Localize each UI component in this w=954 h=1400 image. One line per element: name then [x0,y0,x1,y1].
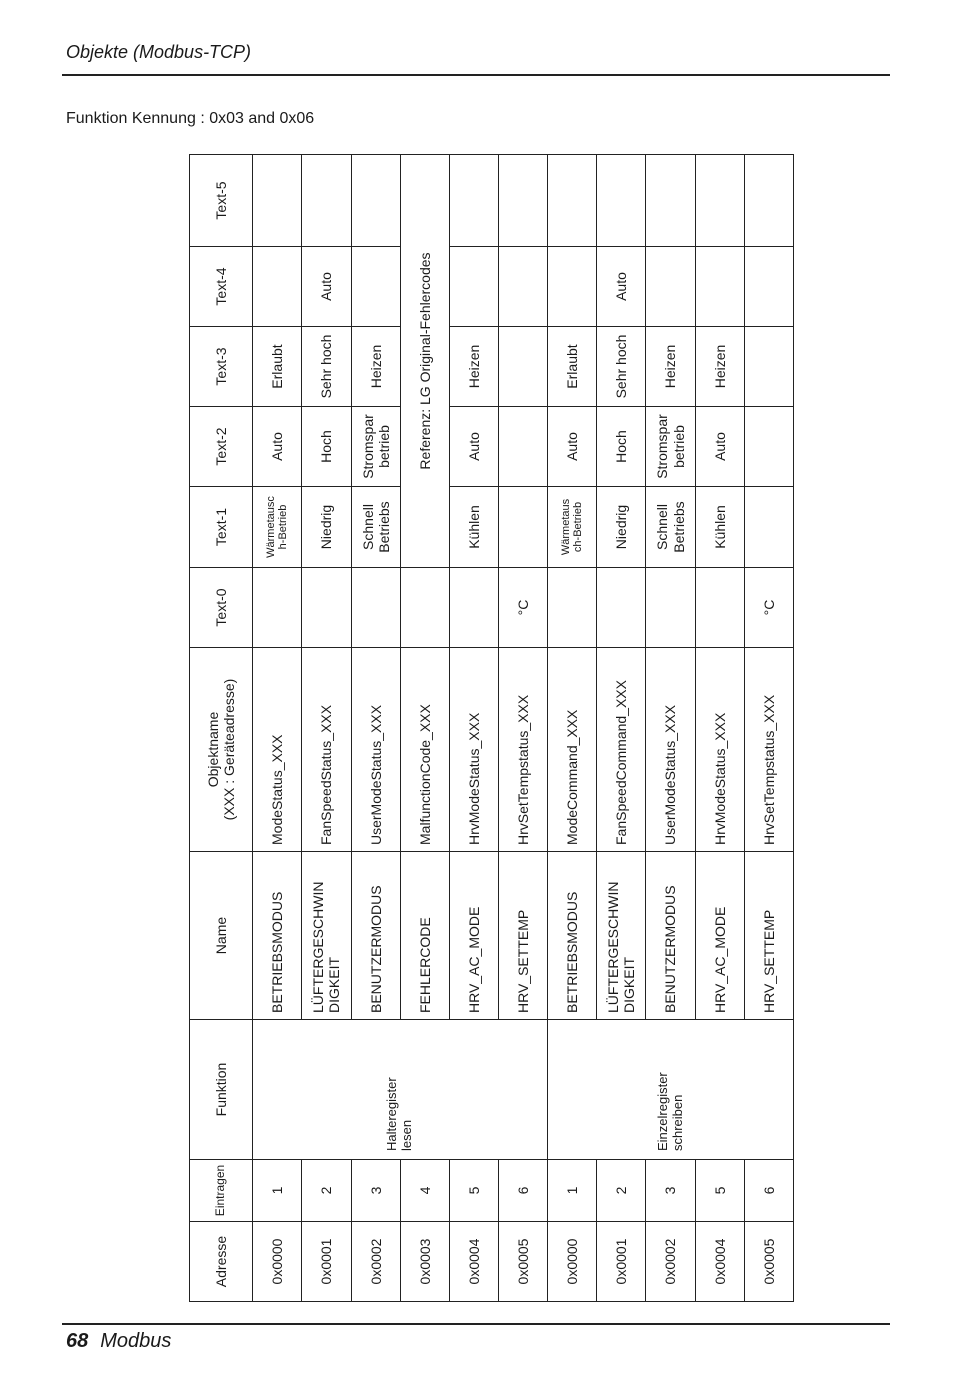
entry-cell: 5 [449,1160,498,1222]
text-5-cell [548,155,597,247]
text-4-cell [498,247,547,327]
column-header: Text-2 [190,407,253,487]
name-cell: BETRIEBSMODUS [548,852,597,1020]
text-3-cell: Heizen [646,327,695,407]
object-name-cell: HrvModeStatus_XXX [449,648,498,852]
object-name-cell: FanSpeedCommand_XXX [597,648,646,852]
address-cell: 0x0002 [351,1222,400,1302]
object-name-cell: ModeCommand_XXX [548,648,597,852]
text-5-cell [597,155,646,247]
entry-cell: 6 [744,1160,793,1222]
top-rule [62,74,890,76]
text-2-cell: Auto [548,407,597,487]
function-cell: Halteregister lesen [253,1020,548,1160]
text-1-cell [498,487,547,568]
address-cell: 0x0002 [646,1222,695,1302]
column-header: Text-3 [190,327,253,407]
object-name-cell: MalfunctionCode_XXX [400,648,449,852]
text-0-cell [646,568,695,648]
text-3-cell: Sehr hoch [302,327,351,407]
text-3-cell: Sehr hoch [597,327,646,407]
text-3-cell: Heizen [449,327,498,407]
address-cell: 0x0000 [548,1222,597,1302]
entry-cell: 2 [597,1160,646,1222]
column-header: Objektname (XXX : Geräteadresse) [190,648,253,852]
text-merged-cell: Referenz: LG Original-Fehlercodes [400,155,449,568]
column-header: Eintragen [190,1160,253,1222]
address-cell: 0x0004 [695,1222,744,1302]
name-cell: FEHLERCODE [400,852,449,1020]
address-cell: 0x0005 [744,1222,793,1302]
object-name-cell: UserModeStatus_XXX [646,648,695,852]
name-cell: HRV_AC_MODE [695,852,744,1020]
section-title: Objekte (Modbus-TCP) [66,42,252,62]
text-5-cell [253,155,302,247]
text-1-cell: Niedrig [597,487,646,568]
bottom-rule [62,1323,890,1325]
object-table [189,154,794,1302]
text-2-cell [744,407,793,487]
object-name-cell: ModeStatus_XXX [253,648,302,852]
text-5-cell [302,155,351,247]
object-name-cell: FanSpeedStatus_XXX [302,648,351,852]
text-1-cell: Niedrig [302,487,351,568]
name-cell: HRV_SETTEMP [744,852,793,1020]
text-3-cell: Erlaubt [548,327,597,407]
function-id-caption: Funktion Kennung : 0x03 and 0x06 [66,110,315,127]
text-2-cell: Stromspar betrieb [351,407,400,487]
table-row [253,155,302,1302]
text-1-cell: Kühlen [695,487,744,568]
text-3-cell [744,327,793,407]
text-5-cell [646,155,695,247]
entry-cell: 1 [253,1160,302,1222]
text-1-cell: Wärmetaus ch-Betrieb [548,487,597,568]
table-header-row [190,155,253,1302]
entry-cell: 4 [400,1160,449,1222]
text-4-cell: Auto [597,247,646,327]
text-4-cell [744,247,793,327]
name-cell: BENUTZERMODUS [351,852,400,1020]
address-cell: 0x0000 [253,1222,302,1302]
text-4-cell [695,247,744,327]
text-0-cell [400,568,449,648]
text-4-cell [351,247,400,327]
address-cell: 0x0001 [302,1222,351,1302]
text-5-cell [449,155,498,247]
name-cell: HRV_SETTEMP [498,852,547,1020]
text-0-cell [351,568,400,648]
column-header: Adresse [190,1222,253,1302]
text-4-cell [548,247,597,327]
name-cell: BETRIEBSMODUS [253,852,302,1020]
address-cell: 0x0001 [597,1222,646,1302]
text-3-cell: Heizen [695,327,744,407]
name-cell: LÜFTERGESCHWIN DIGKEIT [302,852,351,1020]
text-4-cell [646,247,695,327]
column-header: Text-1 [190,487,253,568]
text-1-cell [744,487,793,568]
rotated-table-grid [189,155,794,1302]
text-4-cell: Auto [302,247,351,327]
function-cell: Einzelregister schreiben [548,1020,794,1160]
address-cell: 0x0004 [449,1222,498,1302]
column-header: Text-4 [190,247,253,327]
page-footer [66,1330,171,1353]
column-header: Text-5 [190,155,253,247]
text-1-cell: Kühlen [449,487,498,568]
text-2-cell: Hoch [302,407,351,487]
text-0-cell: °C [744,568,793,648]
text-2-cell: Auto [253,407,302,487]
modbus-object-table [189,155,794,1302]
text-2-cell: Stromspar betrieb [646,407,695,487]
text-0-cell [548,568,597,648]
entry-cell: 2 [302,1160,351,1222]
text-1-cell: Schnell Betriebs [646,487,695,568]
text-3-cell: Heizen [351,327,400,407]
text-5-cell [695,155,744,247]
text-0-cell: °C [498,568,547,648]
name-cell: LÜFTERGESCHWIN DIGKEIT [597,852,646,1020]
object-name-cell: HrvSetTempstatus_XXX [498,648,547,852]
name-cell: HRV_AC_MODE [449,852,498,1020]
text-0-cell [597,568,646,648]
column-header: Name [190,852,253,1020]
column-header: Text-0 [190,568,253,648]
name-cell: BENUTZERMODUS [646,852,695,1020]
text-2-cell: Hoch [597,407,646,487]
text-0-cell [253,568,302,648]
text-0-cell [695,568,744,648]
table-row [548,155,597,1302]
entry-cell: 1 [548,1160,597,1222]
address-cell: 0x0003 [400,1222,449,1302]
text-2-cell [498,407,547,487]
address-cell: 0x0005 [498,1222,547,1302]
object-name-cell: HrvSetTempstatus_XXX [744,648,793,852]
text-5-cell [744,155,793,247]
entry-cell: 3 [646,1160,695,1222]
text-2-cell: Auto [695,407,744,487]
text-0-cell [449,568,498,648]
entry-cell: 5 [695,1160,744,1222]
text-4-cell [449,247,498,327]
chapter-name: Modbus [100,1330,172,1352]
text-3-cell: Erlaubt [253,327,302,407]
entry-cell: 6 [498,1160,547,1222]
entry-cell: 3 [351,1160,400,1222]
page-number: 68 [66,1330,89,1352]
object-name-cell: HrvModeStatus_XXX [695,648,744,852]
text-5-cell [351,155,400,247]
object-name-cell: UserModeStatus_XXX [351,648,400,852]
text-3-cell [498,327,547,407]
text-4-cell [253,247,302,327]
column-header: Funktion [190,1020,253,1160]
text-2-cell: Auto [449,407,498,487]
text-5-cell [498,155,547,247]
text-0-cell [302,568,351,648]
text-1-cell: Schnell Betriebs [351,487,400,568]
text-1-cell: Wärmetausc h-Betrieb [253,487,302,568]
